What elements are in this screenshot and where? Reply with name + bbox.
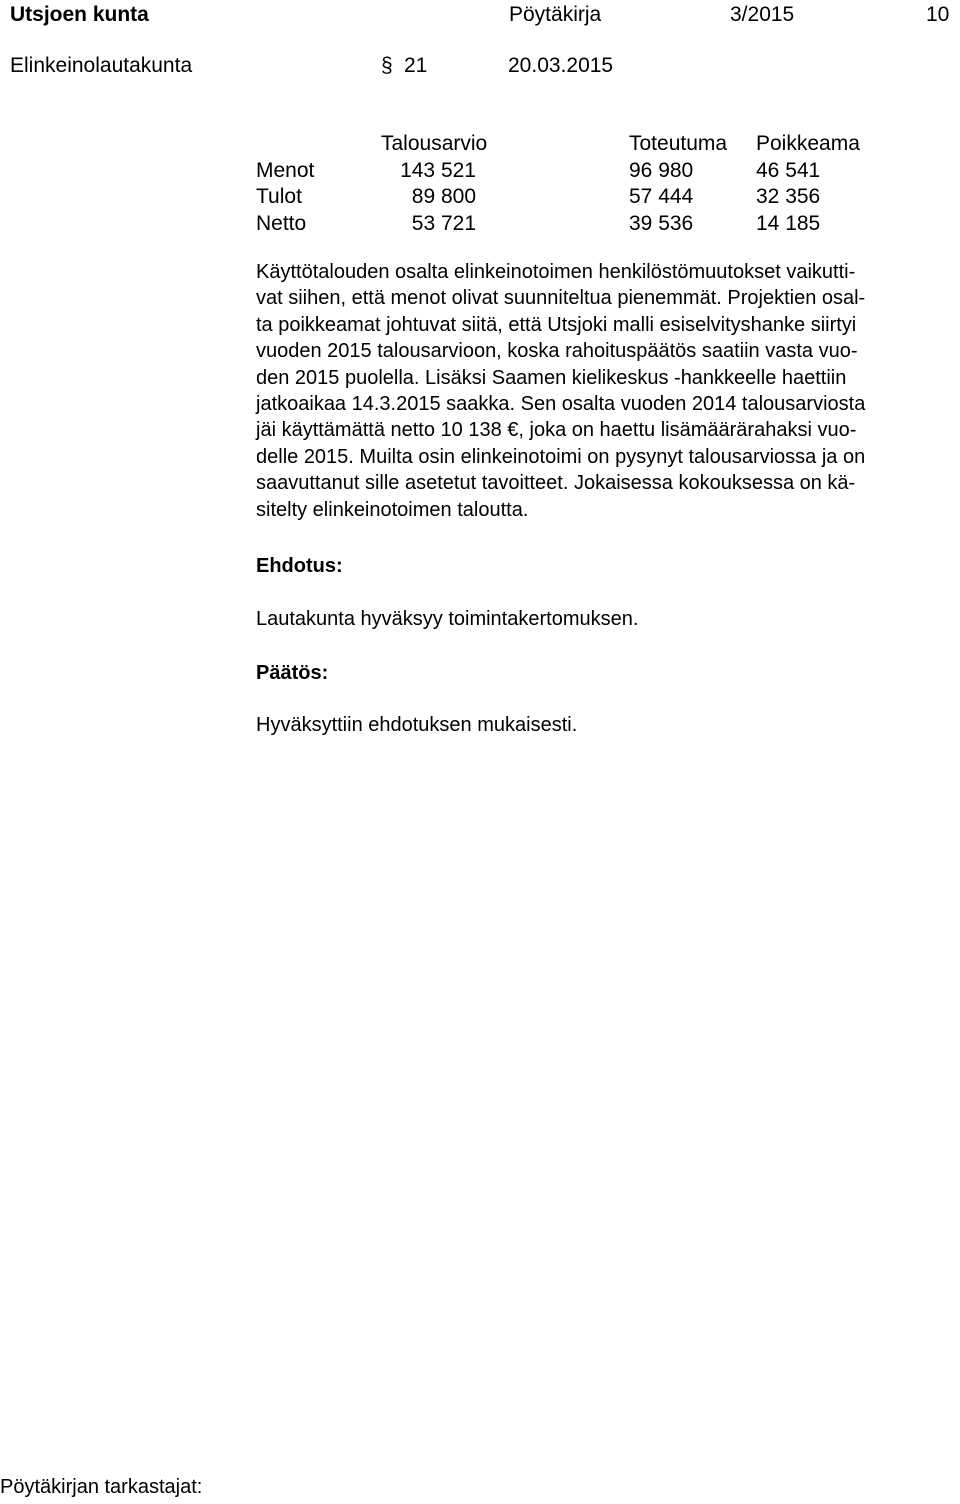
column-header-toteutuma: Toteutuma <box>629 132 728 155</box>
table-cell-poikkeama: 14 185 <box>756 212 821 235</box>
body-line: jatkoaikaa 14.3.2015 saakka. Sen osalta vuoden 2014 talousarviosta <box>256 393 866 416</box>
table-cell-toteutuma: 57 444 <box>629 185 694 208</box>
meeting-date: 20.03.2015 <box>508 54 614 77</box>
decision-text: Hyväksyttiin ehdotuksen mukaisesti. <box>256 714 578 736</box>
table-cell-talousarvio: 53 721 <box>411 212 476 235</box>
proposal-text: Lautakunta hyväksyy toimintakertomuksen. <box>256 608 639 630</box>
municipality-name: Utsjoen kunta <box>10 3 149 26</box>
document-type: Pöytäkirja <box>509 3 602 26</box>
table-cell-toteutuma: 39 536 <box>629 212 694 235</box>
column-header-talousarvio: Talousarvio <box>381 132 488 155</box>
body-line: ta poikkeamat johtuvat siitä, että Utsjoki malli esiselvityshanke siirtyi <box>256 313 857 336</box>
committee-name: Elinkeinolautakunta <box>10 54 193 77</box>
proposal-label: Ehdotus: <box>256 555 343 577</box>
body-line: vat siihen, että menot olivat suunniteltua pienemmät. Projektien osal- <box>256 287 866 310</box>
body-line: sitelty elinkeinotoimen taloutta. <box>256 498 529 521</box>
column-header-poikkeama: Poikkeama <box>756 132 860 155</box>
table-row-label: Menot <box>256 159 315 182</box>
page-number: 10 <box>926 3 950 26</box>
document-number: 3/2015 <box>730 3 795 26</box>
section-symbol: § <box>381 54 393 77</box>
table-row-label: Netto <box>256 212 307 235</box>
body-line: Käyttötalouden osalta elinkeinotoimen henkilöstömuutokset vaikutti- <box>256 261 856 283</box>
table-cell-talousarvio: 143 521 <box>400 159 476 182</box>
body-line: den 2015 puolella. Lisäksi Saamen kielikeskus -hankkeelle haettiin <box>256 366 847 389</box>
body-line: saavuttanut sille asetetut tavoitteet. Jokaisessa kokouksessa on kä- <box>256 472 856 495</box>
table-cell-talousarvio: 89 800 <box>411 185 476 208</box>
table-cell-poikkeama: 46 541 <box>756 159 821 182</box>
body-line: vuoden 2015 talousarvioon, koska rahoituspäätös saatiin vasta vuo- <box>256 340 858 363</box>
reviewers-label: Pöytäkirjan tarkastajat: <box>0 1476 203 1498</box>
table-cell-toteutuma: 96 980 <box>629 159 694 182</box>
body-line: delle 2015. Muilta osin elinkeinotoimi on pysynyt talousarviossa ja on <box>256 445 866 468</box>
table-cell-poikkeama: 32 356 <box>756 185 821 208</box>
decision-label: Päätös: <box>256 662 329 684</box>
body-paragraph <box>256 259 956 523</box>
table-row-label: Tulot <box>256 185 302 208</box>
section-number: 21 <box>404 54 428 77</box>
body-line: jäi käyttämättä netto 10 138 €, joka on haettu lisämäärärahaksi vuo- <box>256 419 857 442</box>
